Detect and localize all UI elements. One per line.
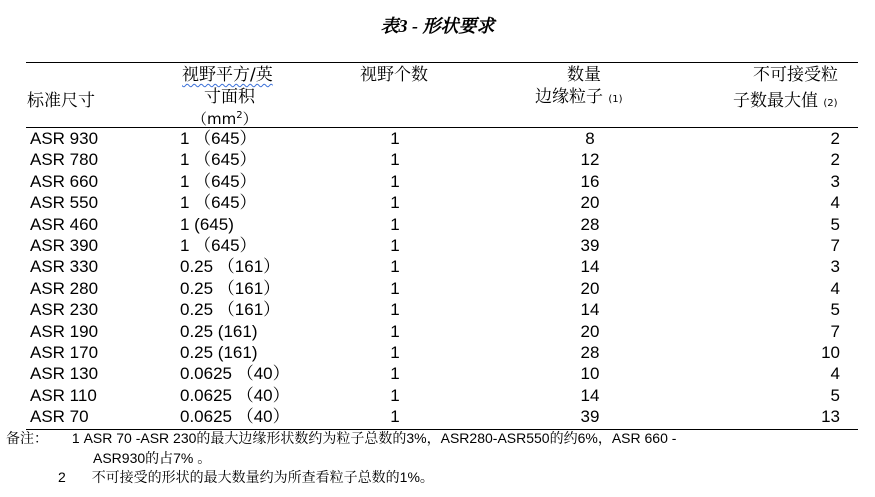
cell-max: 4: [830, 278, 840, 298]
cell-size: ASR 280: [30, 278, 99, 298]
cell-fields: 1: [390, 321, 400, 341]
cell-fields: 1: [390, 278, 400, 298]
header-field-area-line1: [182, 64, 273, 86]
cell-max: 2: [830, 129, 840, 148]
header-edge-qty-line2: [535, 86, 623, 111]
cell-edge: 12: [580, 150, 600, 170]
cell-size: ASR 780: [30, 150, 99, 170]
cell-fields: 1: [390, 342, 400, 362]
cell-edge: 14: [580, 300, 600, 320]
table-title: 表3 - 形状要求: [380, 16, 495, 36]
table-row: [0, 278, 875, 299]
table-row: [0, 214, 875, 235]
cell-fields: 1: [390, 193, 400, 213]
table-body: [0, 128, 875, 427]
cell-area: 0.25 (161): [180, 321, 258, 341]
cell-max: 3: [830, 171, 840, 191]
cell-max: 10: [821, 342, 840, 362]
cell-fields: 1: [390, 364, 400, 384]
cell-max: 13: [821, 407, 840, 427]
cell-max: 5: [830, 385, 840, 405]
cell-edge: 39: [580, 407, 600, 427]
cell-area: 1 （645）: [180, 171, 257, 191]
cell-area: 1 (645): [180, 214, 234, 234]
cell-size: ASR 330: [30, 257, 99, 277]
cell-edge: 28: [580, 342, 600, 362]
cell-area: 1 （645）: [180, 235, 257, 255]
cell-size: ASR 390: [30, 235, 99, 255]
cell-fields: 1: [390, 171, 400, 191]
cell-edge: 39: [580, 235, 600, 255]
header-edge-note-mark: (1): [608, 94, 623, 105]
cell-fields: 1: [390, 150, 400, 170]
table-row: [0, 235, 875, 256]
cell-fields: 1: [390, 385, 400, 405]
header-unit-exponent: 2: [236, 110, 243, 121]
notes-label: 备注：: [6, 431, 48, 447]
note-2: [6, 468, 676, 487]
cell-area: 0.0625 （40）: [180, 364, 290, 384]
header-edge-qty-text: 边缘粒子: [535, 87, 603, 107]
cell-edge: 20: [580, 278, 600, 298]
cell-max: 2: [830, 150, 840, 170]
table-row: [0, 171, 875, 192]
table-row: [0, 299, 875, 320]
table-top-rule: [26, 62, 858, 63]
cell-edge: 20: [580, 321, 600, 341]
cell-max: 3: [830, 257, 840, 277]
cell-edge: 16: [580, 171, 600, 191]
cell-size: ASR 170: [30, 342, 99, 362]
cell-edge: 14: [580, 257, 600, 277]
cell-size: ASR 930: [30, 129, 99, 148]
header-edge-qty-line1: 数量: [567, 65, 601, 85]
note-2-number: 2: [58, 469, 66, 485]
header-max-line2: [733, 90, 838, 115]
table-notes: [6, 429, 676, 487]
header-field-count: 视野个数: [360, 65, 428, 85]
header-unit-open: （mm: [192, 110, 237, 128]
cell-size: ASR 190: [30, 321, 99, 341]
header-field-area-line2: 寸面积: [204, 87, 255, 107]
cell-size: ASR 460: [30, 214, 99, 234]
cell-size: ASR 70: [30, 407, 89, 427]
cell-edge: 10: [580, 364, 600, 384]
cell-fields: 1: [390, 235, 400, 255]
cell-edge: 8: [585, 129, 595, 148]
cell-max: 4: [830, 364, 840, 384]
cell-area: 0.25 （161）: [180, 278, 281, 298]
table-row: [0, 192, 875, 213]
table-row: [0, 342, 875, 363]
cell-fields: 1: [390, 129, 400, 148]
note-1: [6, 429, 676, 449]
cell-fields: 1: [390, 407, 400, 427]
table-row: [0, 385, 875, 406]
cell-edge: 28: [580, 214, 600, 234]
cell-max: 5: [830, 214, 840, 234]
note-1-text: 1 ASR 70 -ASR 230的最大边缘形状数约为粒子总数的3%，ASR280-ASR550的约6%，ASR 660 -: [71, 430, 677, 446]
cell-size: ASR 660: [30, 171, 99, 191]
header-unit-close: ）: [242, 110, 258, 128]
cell-size: ASR 130: [30, 364, 99, 384]
cell-size: ASR 110: [30, 385, 97, 405]
header-standard-size: 标准尺寸: [27, 91, 95, 111]
cell-max: 5: [830, 300, 840, 320]
cell-area: 0.25 （161）: [180, 300, 281, 320]
cell-area: 0.25 （161）: [180, 257, 281, 277]
cell-area: 1 （645）: [180, 150, 257, 170]
cell-area: 1 （645）: [180, 193, 257, 213]
table-row: [0, 321, 875, 342]
table-row: [0, 406, 875, 427]
cell-area: 0.0625 （40）: [180, 385, 290, 405]
table-row: [0, 256, 875, 277]
header-max-line1: 不可接受粒: [753, 65, 838, 85]
cell-max: 7: [830, 235, 840, 255]
cell-edge: 14: [580, 385, 600, 405]
cell-area: 1 （645）: [180, 129, 257, 148]
header-max-text: 子数最大值: [733, 91, 818, 111]
cell-fields: 1: [390, 214, 400, 234]
cell-max: 7: [830, 321, 840, 341]
cell-max: 4: [830, 193, 840, 213]
header-max-note-mark: (2): [823, 98, 838, 109]
table-row: [0, 363, 875, 384]
header-field-area-line1-text: 视野平方/英: [182, 65, 273, 85]
cell-area: 0.0625 （40）: [180, 407, 290, 427]
cell-fields: 1: [390, 300, 400, 320]
table-row: [0, 128, 875, 149]
table-row: [0, 149, 875, 170]
cell-size: ASR 230: [30, 300, 99, 320]
cell-edge: 20: [580, 193, 600, 213]
note-2-text: 不可接受的形状的最大数量约为所查看粒子总数的1%。: [91, 469, 434, 485]
cell-area: 0.25 (161): [180, 342, 258, 362]
cell-fields: 1: [390, 257, 400, 277]
note-1-continued: ASR930的占7% 。: [93, 450, 212, 466]
cell-size: ASR 550: [30, 193, 99, 213]
